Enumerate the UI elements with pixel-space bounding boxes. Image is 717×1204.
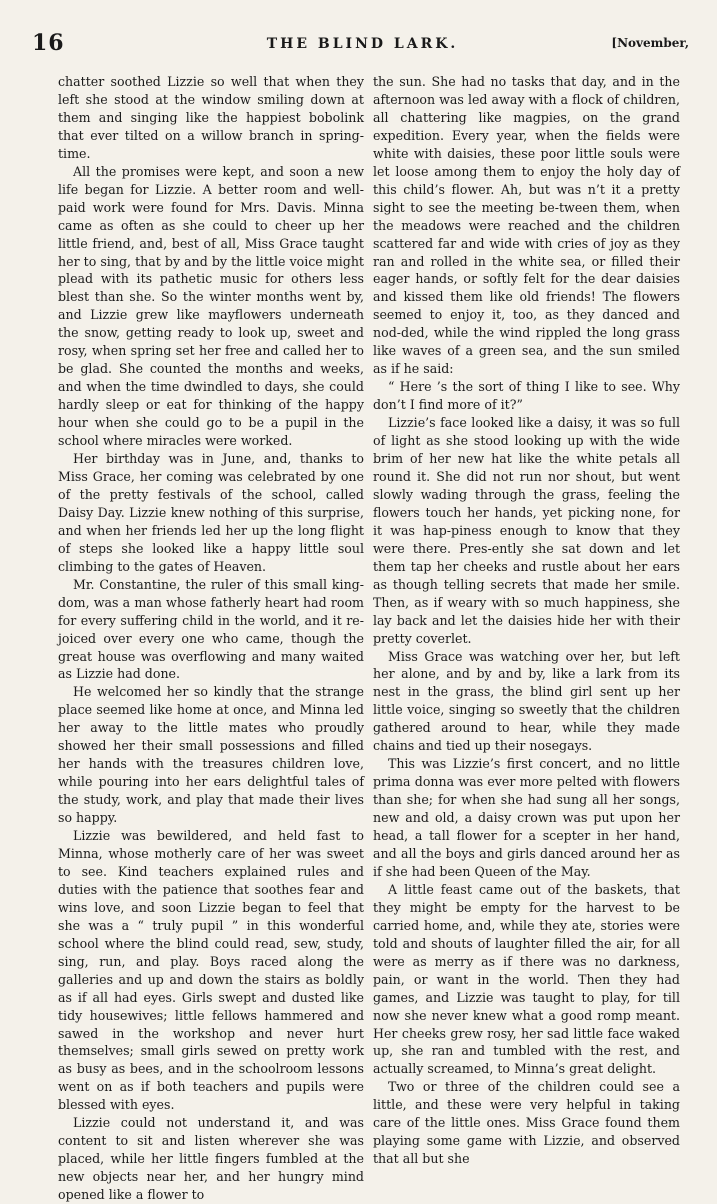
page-header: [30, 28, 695, 62]
right-column: [373, 73, 680, 1168]
paragraph: A little feast came out of the baskets, that they might be empty for the harvest to be carried home, and, while they ate, stories were told and shouts of laughter filled the air, for all were as merry as if there was no darkness, pain, or want in the world. Then they had games, and Lizzie was taught to play, for till now she never knew what a good romp meant. Her cheeks grew rosy, her sad little face waked up, she ran and tumbled with the rest, and actually screamed, to Minna’s great delight.: [373, 881, 680, 1077]
paragraph: “ Here ’s the sort of thing I like to see. Why don’t I find more of it?”: [373, 379, 680, 413]
paragraph: Lizzie could not understand it, and was content to sit and listen wherever she was placed, while her little fingers fumbled at the new objects near her, and her hungry mind opened like a flower to: [58, 1115, 364, 1203]
issue-month: [November,: [611, 36, 689, 50]
paragraph: Mr. Constantine, the ruler of this small king-dom, was a man whose fatherly heart had room for every suffering child in the world, and it re-joiced over every one who came, though the great house was overflowing and many waited as Lizzie had done.: [58, 576, 364, 682]
paragraph: All the promises were kept, and soon a new life began for Lizzie. A better room and well-paid work were found for Mrs. Davis. Minna came as often as she could to cheer up her little friend, and, best of all, Miss Grace taught her to sing, that by and by the little voice might plead with its pathetic music for others less blest than she. So the winter months went by, and Lizzie grew like mayflowers underneath the snow, getting ready to look up, sweet and rosy, when spring set her free and called her to be glad. She counted the months and weeks, and when the time dwindled to days, she could hardly sleep or eat for thinking of the happy hour when she could go to be a pupil in the school where miracles were worked.: [58, 163, 364, 449]
paragraph: Lizzie’s face looked like a daisy, it was so full of light as she stood looking up with the wide brim of her new hat like the white petals all round it. She did not run nor shout, but went slowly wading through the grass, feeling the flowers touch her hands, yet picking none, for it was hap-piness enough to know that they were there. Pres-ently she sat down and let them tap her cheeks and rustle about her ears as though telling secrets that made her smile. Then, as if weary with so much happiness, she lay back and let the daisies hide her with their pretty coverlet.: [373, 415, 680, 646]
paragraph: Lizzie was bewildered, and held fast to Minna, whose motherly care of her was sweet to see. Kind teachers explained rules and duties with the patience that soothes fear and wins love, and soon Lizzie began to feel that she was a “ truly pupil ” in this wonderful school where the blind could read, sew, study, sing, run, and play. Boys raced along the galleries and up and down the stairs as boldly as if all had eyes. Girls swept and dusted like tidy housewives; little fellows hammered and sawed in the workshop and never hurt themselves; small girls sewed on pretty work as busy as bees, and in the schoolroom lessons went on as if both teachers and pupils were blessed with eyes.: [58, 828, 364, 1113]
paragraph: Miss Grace was watching over her, but left her alone, and by and by, like a lark from its nest in the grass, the blind girl sent up her little voice, singing so sweetly that the children gathered around to hear, while they made chains and tied up their nosegays.: [373, 648, 680, 754]
left-column: [58, 73, 364, 1204]
paragraph: This was Lizzie’s first concert, and no little prima donna was ever more pelted with flowers than she; for when she had sung all her songs, new and old, a daisy crown was put upon her head, a tall flower for a scepter in her hand, and all the boys and girls danced around her as if she had been Queen of the May.: [373, 756, 680, 879]
paragraph: chatter soothed Lizzie so well that when they left she stood at the window smiling down at them and singing like the happiest bobolink that ever tilted on a willow branch in spring-time.: [58, 74, 364, 161]
paragraph: He welcomed her so kindly that the strange place seemed like home at once, and Minna led her away to the little mates who proudly showed her their small possessions and filled her hands with the treasures children love, while pouring into her ears delightful tales of the study, work, and play that made their lives so happy.: [58, 684, 364, 826]
paragraph: Two or three of the children could see a little, and these were very helpful in taking care of the little ones. Miss Grace found them playing some game with Lizzie, and observed that all but she: [373, 1079, 680, 1167]
page-number: 16: [32, 30, 65, 56]
paragraph: the sun. She had no tasks that day, and in the afternoon was led away with a flock of children, all chattering like magpies, on the grand expedition. Every year, when the fields were white with daisies, these poor little souls were let loose among them to enjoy the holy day of this child’s flower. Ah, but was n’t it a pretty sight to see the meeting be-tween them, when the meadows were reached and the children scattered far and wide with cries of joy as they ran and rolled in the white sea, or filled their eager hands, or softly felt for the dear daisies and kissed them like old friends! The flowers seemed to enjoy it, too, as they danced and nod-ded, while the wind rippled the long grass like waves of a green sea, and the sun smiled as if he said:: [373, 74, 680, 377]
running-title: THE BLIND LARK.: [266, 36, 459, 52]
paragraph: Her birthday was in June, and, thanks to Miss Grace, her coming was celebrated by one of the pretty festivals of the school, called Daisy Day. Lizzie knew nothing of this surprise, and when her friends led her up the long flight of steps she looked like a happy little soul climbing to the gates of Heaven.: [58, 451, 364, 574]
